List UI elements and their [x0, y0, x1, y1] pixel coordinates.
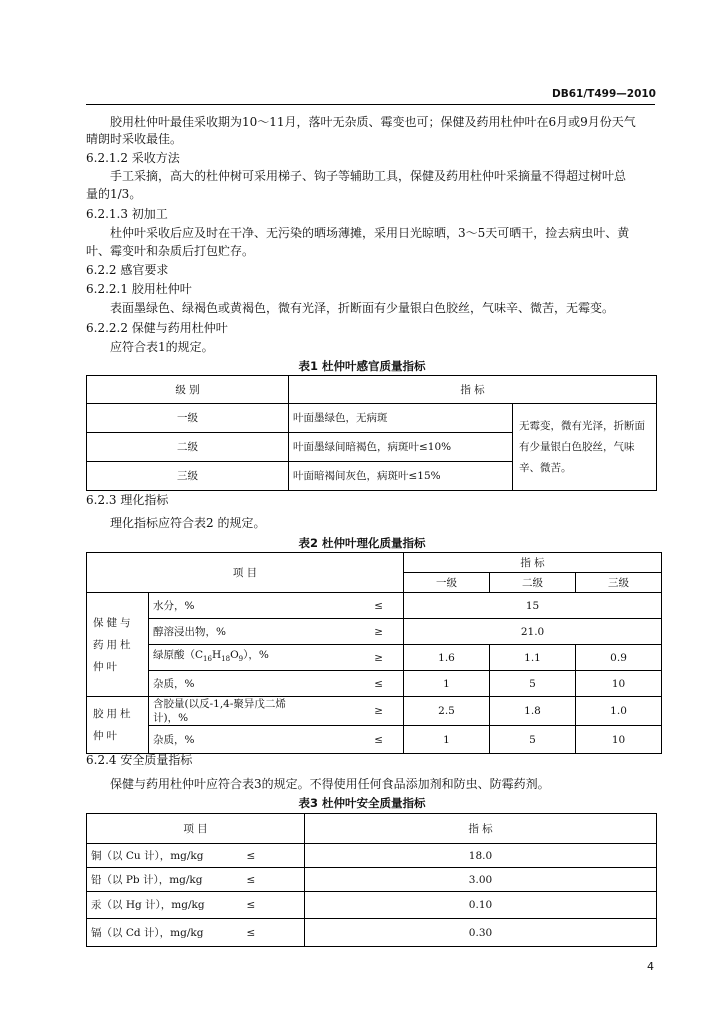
table1-common-cell: 无霉变，微有光泽，折断面有少量银白色胶丝，气味辛、微苦。 [513, 404, 657, 491]
table3-item-name: 铜（以 Cu 计），mg/kg [87, 844, 243, 868]
table2-item-symbol: ≤ [304, 593, 404, 619]
section-heading-6-2-3: 6.2.3 理化指标 [86, 493, 169, 507]
table2-value: 1.8 [490, 697, 576, 726]
table2-group-health: 保健与药用杜仲叶 [87, 593, 149, 697]
table3-item-symbol: ≤ [243, 844, 305, 868]
section-heading-6-2-2-1: 6.2.2.1 胶用杜仲叶 [86, 282, 192, 296]
table3-item-symbol: ≤ [243, 868, 305, 892]
table2-value: 0.9 [576, 645, 662, 671]
table2-item-symbol: ≥ [304, 645, 404, 671]
table3-item-symbol: ≤ [243, 892, 305, 919]
table2-merged-value: 15 [404, 593, 662, 619]
table2-value: 1.0 [576, 697, 662, 726]
section-heading-6-2-1-2: 6.2.1.2 采收方法 [86, 151, 180, 165]
table2-item-symbol: ≤ [304, 726, 404, 754]
paragraph-table1-ref: 应符合表1的规定。 [110, 340, 214, 354]
sensory-quality-table [86, 375, 657, 491]
table2-header-index: 指 标 [404, 553, 662, 573]
paragraph-harvest-method-2: 量的1/3。 [86, 187, 142, 201]
table1-desc-cell: 叶面墨绿色，无病斑 [289, 404, 513, 433]
table1-grade-cell: 三级 [87, 462, 289, 491]
table3-item-name: 铅（以 Pb 计），mg/kg [87, 868, 243, 892]
table2-item-symbol: ≥ [304, 697, 404, 726]
table3-value: 0.30 [305, 919, 657, 947]
table2-value: 10 [576, 671, 662, 697]
safety-quality-table [86, 813, 657, 947]
table2-grade-2: 二级 [490, 573, 576, 593]
section-heading-6-2-4: 6.2.4 安全质量指标 [86, 753, 193, 767]
table2-item-name: 水分，% [149, 593, 304, 619]
paragraph-processing-1: 杜仲叶采收后应及时在干净、无污染的晒场薄摊，采用日光晾晒，3～5天可晒干，捡去病虫叶、黄 [110, 226, 630, 240]
table3-value: 0.10 [305, 892, 657, 919]
table2-group-rubber: 胶用杜仲叶 [87, 697, 149, 754]
table2-value: 1.1 [490, 645, 576, 671]
table2-item-name: 含胶量(以反-1,4-聚异戊二烯计)，% [149, 697, 304, 726]
table3-item-symbol: ≤ [243, 919, 305, 947]
paragraph-harvest-method-1: 手工采摘，高大的杜仲树可采用梯子、钩子等辅助工具，保健及药用杜仲叶采摘量不得超过树叶总 [110, 169, 627, 183]
table2-value: 2.5 [404, 697, 490, 726]
table2-item-symbol: ≥ [304, 619, 404, 645]
table2-item-name: 醇溶浸出物，% [149, 619, 304, 645]
table2-merged-value: 21.0 [404, 619, 662, 645]
table1-grade-cell: 一级 [87, 404, 289, 433]
table3-value: 18.0 [305, 844, 657, 868]
table1-desc-cell: 叶面暗褐间灰色，病斑叶≤15% [289, 462, 513, 491]
table3-item-name: 镉（以 Cd 计），mg/kg [87, 919, 243, 947]
table2-grade-3: 三级 [576, 573, 662, 593]
table2-caption: 表2 杜仲叶理化质量指标 [298, 536, 426, 550]
section-heading-6-2-2: 6.2.2 感官要求 [86, 263, 169, 277]
physicochemical-table [86, 552, 662, 754]
table2-header-item: 项 目 [87, 553, 404, 593]
table2-item-symbol: ≤ [304, 671, 404, 697]
table2-value: 10 [576, 726, 662, 754]
paragraph-processing-2: 叶、霉变叶和杂质后打包贮存。 [86, 244, 255, 258]
table2-grade-1: 一级 [404, 573, 490, 593]
table3-header-index: 指 标 [305, 814, 657, 844]
table1-header-index: 指 标 [289, 376, 657, 404]
table1-desc-cell: 叶面墨绿间暗褐色，病斑叶≤10% [289, 433, 513, 462]
table3-caption: 表3 杜仲叶安全质量指标 [298, 796, 426, 810]
table3-value: 3.00 [305, 868, 657, 892]
table1-caption: 表1 杜仲叶感官质量指标 [298, 359, 426, 373]
table2-value: 5 [490, 726, 576, 754]
section-heading-6-2-1-3: 6.2.1.3 初加工 [86, 207, 168, 221]
table1-grade-cell: 二级 [87, 433, 289, 462]
paragraph-table3-ref: 保健与药用杜仲叶应符合表3的规定。不得使用任何食品添加剂和防虫、防霉药剂。 [110, 777, 550, 791]
table2-item-name: 杂质，% [149, 671, 304, 697]
table2-value: 1 [404, 671, 490, 697]
table2-value: 1 [404, 726, 490, 754]
table2-value: 5 [490, 671, 576, 697]
table3-item-name: 汞（以 Hg 计），mg/kg [87, 892, 243, 919]
document-code: DB61/T499—2010 [552, 88, 656, 100]
paragraph-sensory-rubber: 表面墨绿色、绿褐色或黄褐色，微有光泽，折断面有少量银白色胶丝，气味辛、微苦，无霉变。 [110, 301, 615, 315]
page-number: 4 [647, 960, 654, 973]
table2-value: 1.6 [404, 645, 490, 671]
table3-header-item: 项 目 [87, 814, 305, 844]
paragraph-table2-ref: 理化指标应符合表2 的规定。 [110, 516, 266, 530]
paragraph-harvest-time-1: 胶用杜仲叶最佳采收期为10～11月，落叶无杂质、霉变也可；保健及药用杜仲叶在6月或9月份天气 [110, 115, 636, 129]
paragraph-harvest-time-2: 晴朗时采收最佳。 [86, 132, 183, 146]
table2-item-name: 杂质，% [149, 726, 304, 754]
table2-item-chlorogenic-acid: 绿原酸$(C_{16}H_{18}O_9)$，% [149, 645, 304, 671]
header-rule [86, 104, 655, 105]
table1-header-grade: 级 别 [87, 376, 289, 404]
section-heading-6-2-2-2: 6.2.2.2 保健与药用杜仲叶 [86, 321, 228, 335]
